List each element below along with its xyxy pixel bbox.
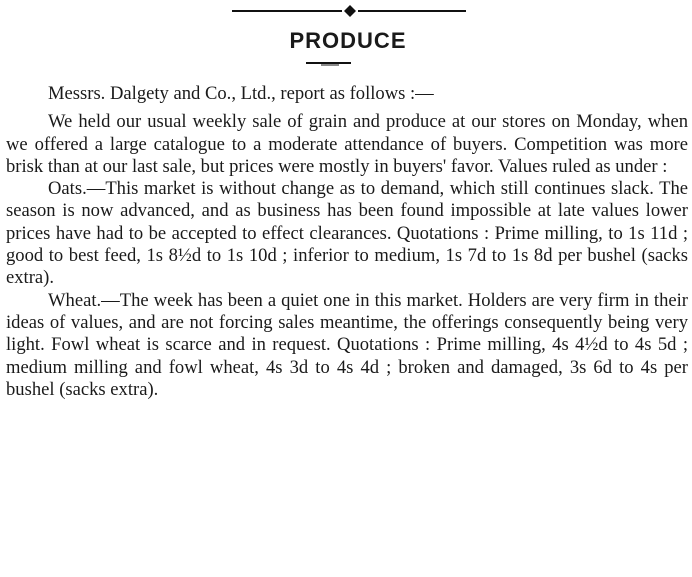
top-rule-ornament bbox=[6, 0, 688, 22]
intro-line: Messrs. Dalgety and Co., Ltd., report as follows :— bbox=[48, 83, 434, 104]
paragraph-sale: We held our usual weekly sale of grain and produce at our stores on Monday, when we offered a large catalogue to a moderate attendance of buyers. Competition was more brisk than at our last sale, but prices were mostly in buyers' favor. Values ruled as under : bbox=[6, 111, 688, 177]
paragraph-wheat: Wheat.—The week has been a quiet one in this market. Holders are very firm in their ideas of values, and are not forcing sales meantime, the offerings consequently being very light. Fowl wheat is scarce and in request. Quotations : Prime milling, 4s 4½d to 4s 5d ; medium milling and fowl wheat, 4s 3d to 4s 4d ; broken and damaged, 3s 6d to 4s per bushel (sacks extra). bbox=[6, 289, 688, 400]
heading-rule-ornament bbox=[6, 54, 688, 70]
paragraph-oats: Oats.—This market is without change as to demand, which still continues slack. The season is now advanced, and as business has been found impossible at late values lower prices have had to be accepted to effect clearances. Quotations : Prime milling, to 1s 11d ; good to best feed, 1s 8½d to 1s 10d ; inferior to medium, 1s 7d to 1s 8d per bushel (sacks extra). bbox=[6, 178, 688, 289]
article-column bbox=[6, 0, 688, 401]
section-heading: PRODUCE bbox=[289, 28, 407, 53]
